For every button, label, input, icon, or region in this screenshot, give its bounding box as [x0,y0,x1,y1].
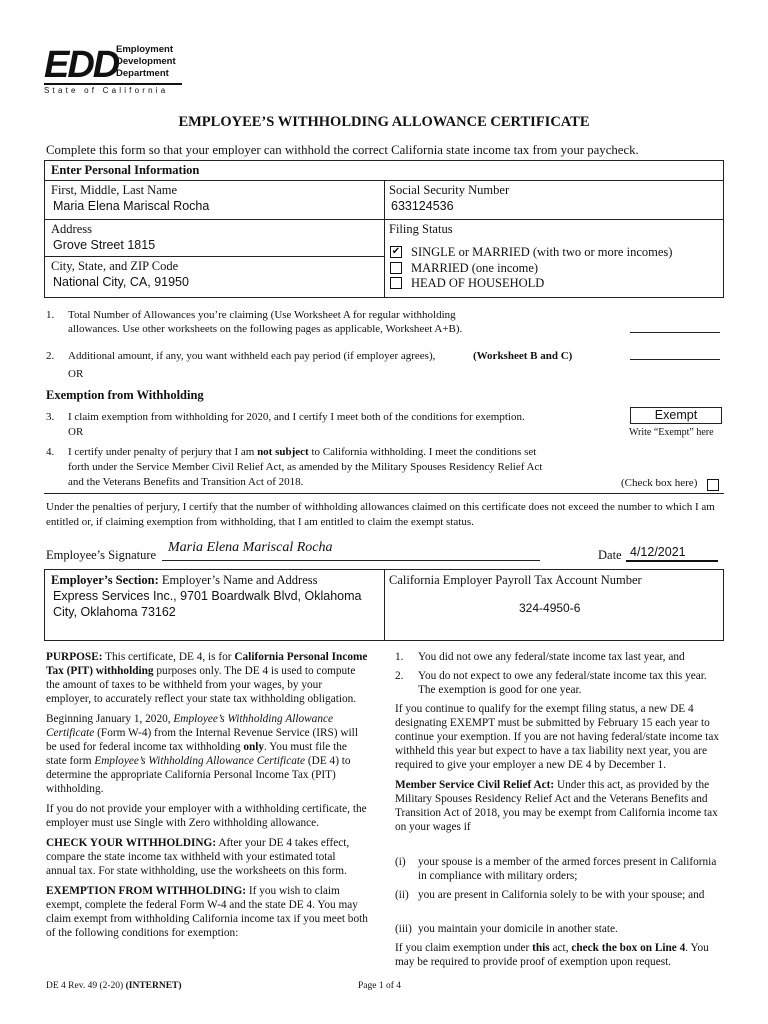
w4-italic-1: Employee’s Withholding Allowance Certificate [46,713,334,739]
filing-single-label: SINGLE or MARRIED (with two or more incomes) [411,245,673,259]
form-id-bold: (INTERNET) [125,981,182,991]
no-certificate-text: If you do not provide your employer with a withholding certificate, the employer must use Single with Zero withholding allowance. [46,803,367,829]
filing-status-label: Filing Status [389,222,453,236]
edd-logo [44,44,186,96]
cond-ii-number: (ii) [395,889,409,901]
claim-text-c: . You may be required to provide proof of exemption upon request. [395,942,709,968]
instructions-left [46,650,368,946]
line4-number: 4. [46,446,55,458]
w4-italic-2: Employee’s Withholding Allowance Certificate [94,755,306,767]
logo-rule [44,83,182,85]
w4-text-b: (Form W-4) from the Internal Revenue Service (IRS) will be used for federal income tax withholding [46,727,358,753]
filing-hoh-checkbox[interactable] [390,277,402,289]
employer-section-bold: Employer’s Section: [51,573,159,587]
check-withholding-text: After your DE 4 takes effect, compare the state income tax withheld with your estimated total annual tax. For state withholding, use the worksheets on this form. [46,837,350,877]
line3-text: I claim exemption from withholding for 2020, and I certify I meet both of the conditions for exemption. [68,411,525,423]
line2-bold: (Worksheet B and C) [473,350,573,362]
employer-section-label: Employer’s Name and Address [161,573,318,587]
continue-exempt-text: If you continue to qualify for the exempt filing status, a new DE 4 designating EXEMPT must be submitted by February 15 each year to continue your exemption. If you are not having federal/state income tax withheld this year but expect to have a tax liability next year, you are required to give your employer a new DE 4 by December 1. [395,703,720,771]
line4-text-a-1: I certify under penalty of perjury that I am [68,446,255,458]
cond-ii-text: you are present in California solely to be with your spouse; and [418,889,705,901]
logo-line3: Department [116,68,169,79]
purpose-text-b: purposes only. The DE 4 is used to compute the amount of taxes to be withheld from your wages, by your employer, to accurately reflect your state tax withholding obligation. [46,665,357,705]
personal-info-header: Enter Personal Information [51,163,200,177]
address-field[interactable]: Grove Street 1815 [53,238,156,252]
line2-input[interactable] [630,359,720,360]
claim-this: this [532,942,550,954]
line3-number: 3. [46,411,55,423]
condition-1-text: You did not owe any federal/state income tax last year, and [418,651,685,663]
signature-label: Employee’s Signature [46,548,157,562]
filing-married-checkbox[interactable] [390,262,402,274]
member-service-heading: Member Service Civil Relief Act: [395,779,555,791]
claim-check-box: check the box on Line 4 [571,942,686,954]
signature-field[interactable]: Maria Elena Mariscal Rocha [168,540,333,555]
cond-iii-text: you maintain your domicile in another state. [418,923,618,935]
exemption-heading: Exemption from Withholding [46,388,204,402]
filing-hoh-label: HEAD OF HOUSEHOLD [411,276,545,290]
check-withholding-heading: CHECK YOUR WITHHOLDING: [46,837,217,849]
line4-text-a-2: to California withholding. I meet the conditions set [311,446,537,458]
cond-i-number: (i) [395,856,406,868]
account-field[interactable]: 324-4950-6 [519,601,581,615]
address-label: Address [51,222,92,236]
exemption-heading-2: EXEMPTION FROM WITHHOLDING: [46,885,247,897]
w4-text-c: . You must file the state form [46,741,347,767]
employer-address-line2[interactable]: City, Oklahoma 73162 [53,605,176,619]
ssn-label: Social Security Number [389,183,510,197]
form-id [46,981,182,991]
logo-line2: Development [116,56,176,67]
line1-input[interactable] [630,332,720,333]
purpose-heading: PURPOSE: [46,651,103,663]
form-title: EMPLOYEE’S WITHHOLDING ALLOWANCE CERTIFICATE [178,114,590,130]
filing-single-checkbox[interactable]: ✔ [391,246,401,257]
line4-check-hint: (Check box here) [621,477,698,489]
purpose-bold: California Personal Income Tax (PIT) withholding [46,651,368,677]
w4-text-a: Beginning January 1, 2020, [46,713,171,725]
form-id-text: DE 4 Rev. 49 (2-20) [46,981,124,991]
ssn-field[interactable]: 633124536 [391,199,454,213]
member-service-text: Under this act, as provided by the Military Spouses Residency Relief Act and the Veterans Benefits and Transition Act of 2018, you may be exempt from California income tax on your wages if [395,779,718,833]
or-1: OR [68,368,84,380]
name-label: First, Middle, Last Name [51,183,178,197]
w4-only: only [243,741,265,753]
exempt-hint: Write “Exempt” here [629,427,714,438]
logo-state: State of California [44,86,169,95]
logo-letters: EDD [44,44,119,86]
exemption-text: If you wish to claim exempt, complete the federal Form W-4 and the state DE 4. You may claim exempt from withholding California income tax if you meet both of the following conditions for exemption: [46,885,368,939]
line4-text-a [68,446,536,458]
line1-text-a: Total Number of Allowances you’re claiming (Use Worksheet A for regular withholding [68,309,456,321]
filing-married-label: MARRIED (one income) [411,261,539,275]
claim-text-b: act, [552,942,569,954]
page-number: Page 1 of 4 [358,981,402,991]
claim-exemption-text [395,941,723,975]
perjury-statement: Under the penalties of perjury, I certify that the number of withholding allowances claimed on this certificate does not exceed the number to which I am entitled or, if claiming exemption from withholding, that I am entitled to claim the exempt status. [46,501,715,528]
date-label: Date [598,548,622,562]
employer-section-title [51,573,318,588]
cond-i-text: your spouse is a member of the armed forces present in California in compliance with military orders; [418,856,717,882]
city-label: City, State, and ZIP Code [51,259,179,273]
date-field[interactable]: 4/12/2021 [630,545,686,559]
logo-line1: Employment [116,44,174,55]
cond-iii-number: (iii) [395,923,412,935]
line2-text: Additional amount, if any, you want withheld each pay period (if employer agrees), [68,350,436,362]
condition-1-number: 1. [395,651,404,663]
line4-not-subject: not subject [257,446,309,458]
exempt-field[interactable]: Exempt [630,407,722,424]
line2-number: 2. [46,350,55,362]
line1-text-b: allowances. Use other worksheets on the following pages as applicable, Worksheet A+B). [68,323,463,335]
condition-2-number: 2. [395,670,404,682]
line4-text-c: forth under the Service Member Civil Relief Act, as amended by the Military Spouses Residency Relief Act [68,461,543,473]
name-field[interactable]: Maria Elena Mariscal Rocha [53,199,210,213]
line4-checkbox[interactable] [707,479,719,491]
form-intro: Complete this form so that your employer can withhold the correct California state income tax from your paycheck. [46,143,639,157]
line1-number: 1. [46,309,55,321]
or-2: OR [68,426,84,438]
account-label: California Employer Payroll Tax Account Number [389,573,642,587]
employer-address-line1[interactable]: Express Services Inc., 9701 Boardwalk Blvd, Oklahoma [53,589,362,603]
instructions-right [395,702,723,840]
condition-2-text: You do not expect to owe any federal/state income tax this year. The exemption is good for one year. [418,670,707,696]
w4-text-d: (DE 4) to determine the appropriate California Personal Income Tax (PIT) withholding. [46,755,351,795]
line4-text-d: and the Veterans Benefits and Transition Act of 2018. [68,476,304,488]
purpose-text-a: This certificate, DE 4, is for [105,651,232,663]
claim-text-a: If you claim exemption under [395,942,530,954]
city-field[interactable]: National City, CA, 91950 [53,275,189,289]
